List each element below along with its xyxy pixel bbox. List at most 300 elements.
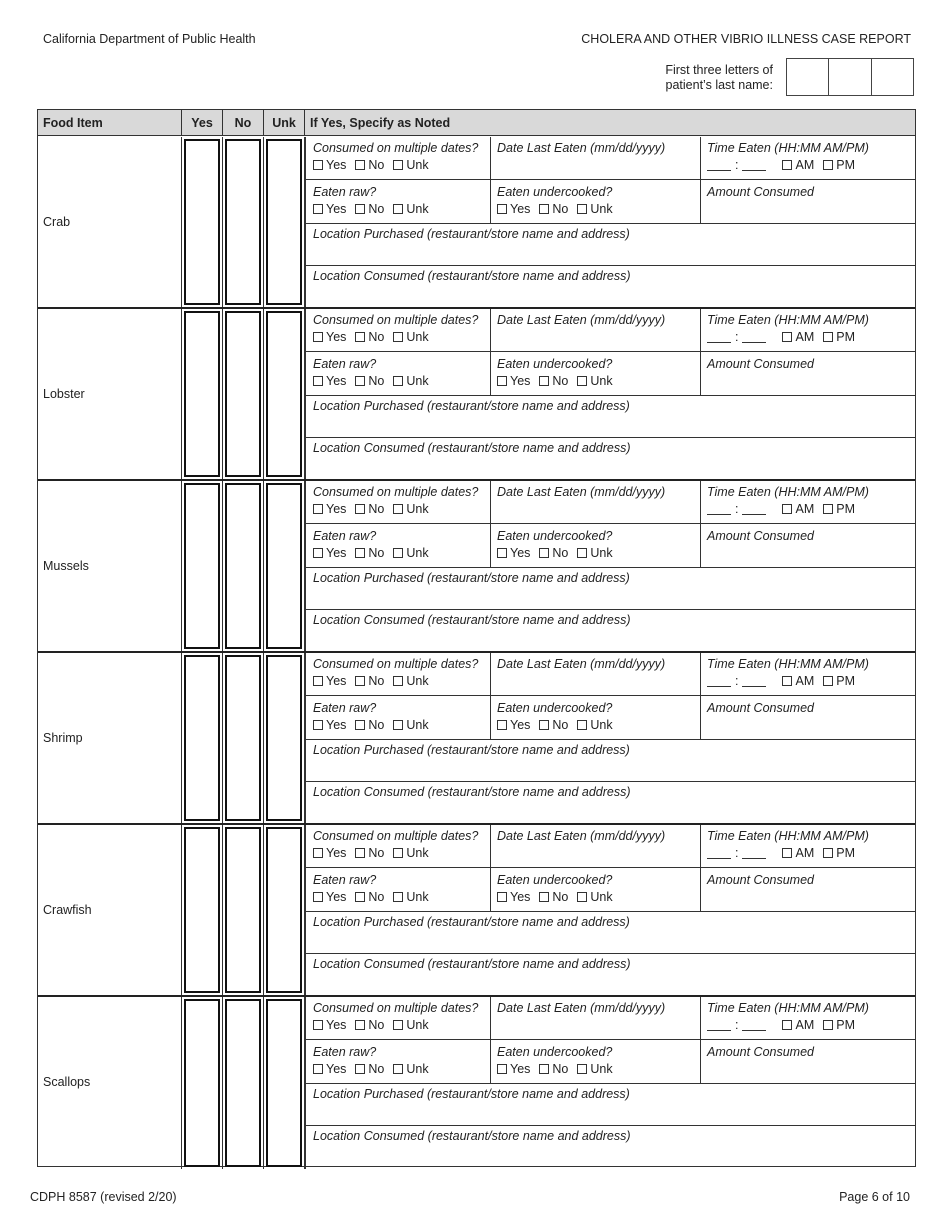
option-no[interactable]	[539, 374, 568, 388]
option-label: No	[552, 202, 569, 216]
checkbox-icon	[782, 332, 792, 342]
option-label: Yes	[326, 1018, 347, 1032]
specify-area	[305, 825, 915, 995]
option-yes[interactable]	[497, 890, 530, 904]
date-last-eaten-label: Date Last Eaten (mm/dd/yyyy)	[497, 141, 666, 155]
checkbox-icon	[823, 676, 833, 686]
food-unk-box[interactable]	[266, 311, 302, 477]
location-consumed-field[interactable]	[313, 1128, 631, 1145]
option-yes[interactable]	[497, 374, 530, 388]
hour-blank[interactable]	[707, 503, 731, 515]
food-unk-cell[interactable]	[264, 481, 305, 651]
option-label: Unk	[590, 890, 613, 904]
divider	[700, 997, 701, 1083]
food-no-cell[interactable]	[223, 137, 264, 307]
option-no[interactable]	[539, 890, 568, 904]
checkbox-icon	[823, 848, 833, 858]
food-row	[38, 997, 915, 1169]
date-last-eaten-field[interactable]	[497, 828, 665, 845]
option-no[interactable]	[355, 846, 384, 860]
food-yes-cell[interactable]	[182, 137, 223, 307]
option-unk[interactable]	[393, 546, 428, 560]
time-eaten-label: Time Eaten (HH:MM AM/PM)	[707, 485, 869, 499]
option-unk[interactable]	[393, 674, 428, 688]
divider	[490, 481, 491, 567]
hour-blank[interactable]	[707, 1019, 731, 1031]
amount-consumed-field[interactable]	[707, 872, 814, 889]
minute-blank[interactable]	[742, 159, 766, 171]
food-unk-box[interactable]	[266, 483, 302, 649]
food-unk-box[interactable]	[266, 139, 302, 305]
date-last-eaten-field[interactable]	[497, 140, 665, 157]
minute-blank[interactable]	[742, 1019, 766, 1031]
option-yes[interactable]	[497, 718, 530, 732]
divider	[490, 997, 491, 1083]
department-name: California Department of Public Health	[43, 32, 256, 46]
food-no-box[interactable]	[225, 655, 261, 821]
option-no[interactable]	[539, 202, 568, 216]
time-separator: :	[735, 674, 739, 688]
food-yes-cell[interactable]	[182, 309, 223, 479]
option-label: Unk	[406, 1062, 429, 1076]
option-pm[interactable]	[823, 674, 855, 688]
date-last-eaten-field[interactable]	[497, 1000, 665, 1017]
option-yes[interactable]	[313, 890, 346, 904]
option-pm[interactable]	[823, 1018, 855, 1032]
checkbox-icon	[782, 160, 792, 170]
option-no[interactable]	[355, 158, 384, 172]
checkbox-icon	[355, 1064, 365, 1074]
food-row	[38, 137, 915, 309]
option-yes[interactable]	[313, 158, 346, 172]
option-label: AM	[795, 330, 815, 344]
food-yes-box[interactable]	[184, 827, 220, 993]
food-unk-box[interactable]	[266, 999, 302, 1167]
divider	[700, 137, 701, 223]
location-consumed-field[interactable]	[313, 784, 631, 801]
option-unk[interactable]	[393, 158, 428, 172]
option-pm[interactable]	[823, 846, 855, 860]
consumed-multiple-field	[313, 140, 478, 174]
time-separator: :	[735, 330, 739, 344]
option-label: No	[368, 846, 385, 860]
eaten-raw-label: Eaten raw?	[313, 357, 377, 371]
option-label: No	[552, 1062, 569, 1076]
checkbox-icon	[355, 376, 365, 386]
option-unk[interactable]	[577, 374, 612, 388]
option-label: Yes	[326, 674, 347, 688]
amount-consumed-field[interactable]	[707, 528, 814, 545]
option-label: Unk	[590, 1062, 613, 1076]
option-yes[interactable]	[313, 374, 346, 388]
option-unk[interactable]	[577, 890, 612, 904]
divider	[306, 437, 916, 438]
minute-blank[interactable]	[742, 847, 766, 859]
option-pm[interactable]	[823, 158, 855, 172]
consumed-multiple-field	[313, 484, 478, 518]
option-am[interactable]	[782, 1018, 814, 1032]
checkbox-icon	[355, 204, 365, 214]
location-consumed-label: Location Consumed (restaurant/store name and address)	[313, 441, 631, 455]
date-last-eaten-field[interactable]	[497, 656, 665, 673]
option-label: Yes	[326, 202, 347, 216]
location-consumed-field[interactable]	[313, 612, 631, 629]
divider	[306, 223, 916, 224]
food-item-cell	[38, 481, 182, 651]
food-no-box[interactable]	[225, 483, 261, 649]
option-pm[interactable]	[823, 502, 855, 516]
food-yes-cell[interactable]	[182, 825, 223, 995]
option-yes[interactable]	[497, 546, 530, 560]
food-row	[38, 481, 915, 653]
eaten-raw-label: Eaten raw?	[313, 529, 377, 543]
food-yes-box[interactable]	[184, 483, 220, 649]
location-purchased-label: Location Purchased (restaurant/store name and address)	[313, 571, 630, 585]
checkbox-icon	[313, 720, 323, 730]
option-yes[interactable]	[313, 202, 346, 216]
food-no-cell[interactable]	[223, 309, 264, 479]
checkbox-icon	[577, 1064, 587, 1074]
location-purchased-field[interactable]	[313, 398, 630, 415]
option-no[interactable]	[355, 1062, 384, 1076]
food-yes-cell[interactable]	[182, 481, 223, 651]
option-yes[interactable]	[313, 1018, 346, 1032]
checkbox-icon	[823, 504, 833, 514]
minute-blank[interactable]	[742, 675, 766, 687]
divider	[306, 739, 916, 740]
option-no[interactable]	[539, 718, 568, 732]
consumed-multiple-label: Consumed on multiple dates?	[313, 1001, 479, 1015]
form-id: CDPH 8587 (revised 2/20)	[30, 1190, 177, 1204]
option-no[interactable]	[355, 374, 384, 388]
amount-consumed-field[interactable]	[707, 1044, 814, 1061]
option-label: Yes	[510, 374, 531, 388]
option-label: Yes	[326, 502, 347, 516]
specify-area	[305, 653, 915, 823]
option-unk[interactable]	[577, 546, 612, 560]
checkbox-icon	[577, 892, 587, 902]
amount-consumed-label: Amount Consumed	[707, 529, 815, 543]
food-item-name: Crab	[43, 215, 71, 229]
option-label: Unk	[590, 546, 613, 560]
divider	[700, 309, 701, 395]
option-no[interactable]	[355, 330, 384, 344]
checkbox-icon	[823, 332, 833, 342]
food-unk-cell[interactable]	[264, 653, 305, 823]
time-eaten-label: Time Eaten (HH:MM AM/PM)	[707, 657, 869, 671]
time-separator: :	[735, 846, 739, 860]
option-yes[interactable]	[313, 502, 346, 516]
hour-blank[interactable]	[707, 159, 731, 171]
food-no-cell[interactable]	[223, 997, 264, 1169]
location-purchased-label: Location Purchased (restaurant/store name and address)	[313, 399, 630, 413]
checkbox-icon	[393, 1064, 403, 1074]
divider	[490, 309, 491, 395]
consumed-multiple-field	[313, 312, 478, 346]
option-label: No	[368, 202, 385, 216]
time-eaten-field	[707, 1000, 869, 1034]
eaten-undercooked-label: Eaten undercooked?	[497, 185, 613, 199]
last-name-letter-3-field[interactable]	[872, 59, 913, 95]
minute-blank[interactable]	[742, 503, 766, 515]
food-yes-cell[interactable]	[182, 653, 223, 823]
specify-area	[305, 997, 915, 1169]
checkbox-icon	[313, 892, 323, 902]
time-eaten-field	[707, 828, 869, 862]
consumed-multiple-label: Consumed on multiple dates?	[313, 485, 479, 499]
location-consumed-label: Location Consumed (restaurant/store name and address)	[313, 957, 631, 971]
date-last-eaten-label: Date Last Eaten (mm/dd/yyyy)	[497, 313, 666, 327]
checkbox-icon	[313, 1020, 323, 1030]
location-purchased-label: Location Purchased (restaurant/store name and address)	[313, 1087, 630, 1101]
location-purchased-field[interactable]	[313, 1086, 630, 1103]
option-yes[interactable]	[313, 546, 346, 560]
checkbox-icon	[497, 548, 507, 558]
checkbox-icon	[539, 720, 549, 730]
last-name-label-line2: patient’s last name:	[665, 78, 773, 92]
option-label: AM	[795, 846, 815, 860]
option-label: No	[368, 158, 385, 172]
option-label: Yes	[510, 202, 531, 216]
food-no-box[interactable]	[225, 999, 261, 1167]
checkbox-icon	[313, 848, 323, 858]
location-purchased-field[interactable]	[313, 226, 630, 243]
option-unk[interactable]	[577, 718, 612, 732]
food-item-name: Shrimp	[43, 731, 83, 745]
checkbox-icon	[393, 720, 403, 730]
option-am[interactable]	[782, 502, 814, 516]
header-unk: Unk	[264, 110, 305, 135]
food-yes-box[interactable]	[184, 655, 220, 821]
option-label: No	[368, 546, 385, 560]
date-last-eaten-label: Date Last Eaten (mm/dd/yyyy)	[497, 1001, 666, 1015]
option-label: Yes	[326, 546, 347, 560]
location-purchased-field[interactable]	[313, 570, 630, 587]
food-yes-box[interactable]	[184, 999, 220, 1167]
last-name-letter-boxes	[786, 58, 914, 96]
option-unk[interactable]	[393, 718, 428, 732]
option-unk[interactable]	[393, 1062, 428, 1076]
checkbox-icon	[355, 892, 365, 902]
option-yes[interactable]	[497, 1062, 530, 1076]
food-row	[38, 309, 915, 481]
hour-blank[interactable]	[707, 847, 731, 859]
checkbox-icon	[393, 892, 403, 902]
option-unk[interactable]	[393, 890, 428, 904]
option-unk[interactable]	[393, 374, 428, 388]
location-consumed-label: Location Consumed (restaurant/store name and address)	[313, 613, 631, 627]
option-label: Yes	[510, 1062, 531, 1076]
option-label: Yes	[326, 158, 347, 172]
option-label: AM	[795, 502, 815, 516]
food-yes-box[interactable]	[184, 311, 220, 477]
divider	[306, 523, 916, 524]
location-consumed-field[interactable]	[313, 956, 631, 973]
option-unk[interactable]	[393, 502, 428, 516]
location-consumed-field[interactable]	[313, 268, 631, 285]
option-no[interactable]	[355, 718, 384, 732]
amount-consumed-field[interactable]	[707, 700, 814, 717]
option-label: Yes	[326, 374, 347, 388]
checkbox-icon	[355, 332, 365, 342]
option-pm[interactable]	[823, 330, 855, 344]
option-yes[interactable]	[313, 330, 346, 344]
option-no[interactable]	[539, 546, 568, 560]
date-last-eaten-field[interactable]	[497, 484, 665, 501]
location-consumed-label: Location Consumed (restaurant/store name and address)	[313, 785, 631, 799]
location-consumed-field[interactable]	[313, 440, 631, 457]
option-am[interactable]	[782, 846, 814, 860]
option-no[interactable]	[355, 1018, 384, 1032]
eaten-raw-field	[313, 700, 438, 734]
checkbox-icon	[313, 160, 323, 170]
consumed-multiple-field	[313, 1000, 478, 1034]
checkbox-icon	[497, 892, 507, 902]
option-no[interactable]	[355, 890, 384, 904]
divider	[306, 781, 916, 782]
checkbox-icon	[313, 1064, 323, 1074]
eaten-undercooked-label: Eaten undercooked?	[497, 873, 613, 887]
divider	[306, 695, 916, 696]
option-label: Unk	[406, 718, 429, 732]
food-no-box[interactable]	[225, 827, 261, 993]
food-unk-cell[interactable]	[264, 137, 305, 307]
checkbox-icon	[355, 720, 365, 730]
date-last-eaten-label: Date Last Eaten (mm/dd/yyyy)	[497, 829, 666, 843]
option-label: PM	[836, 674, 855, 688]
option-unk[interactable]	[577, 202, 612, 216]
food-no-cell[interactable]	[223, 481, 264, 651]
option-am[interactable]	[782, 330, 814, 344]
location-consumed-label: Location Consumed (restaurant/store name and address)	[313, 269, 631, 283]
divider	[306, 351, 916, 352]
food-unk-box[interactable]	[266, 827, 302, 993]
eaten-undercooked-field	[497, 872, 622, 906]
food-unk-cell[interactable]	[264, 825, 305, 995]
option-label: No	[368, 330, 385, 344]
minute-blank[interactable]	[742, 331, 766, 343]
food-no-box[interactable]	[225, 311, 261, 477]
food-no-cell[interactable]	[223, 653, 264, 823]
checkbox-icon	[782, 676, 792, 686]
time-eaten-field	[707, 312, 869, 346]
option-label: Unk	[406, 546, 429, 560]
time-separator: :	[735, 1018, 739, 1032]
checkbox-icon	[355, 548, 365, 558]
option-unk[interactable]	[393, 846, 428, 860]
option-label: No	[552, 890, 569, 904]
date-last-eaten-label: Date Last Eaten (mm/dd/yyyy)	[497, 485, 666, 499]
option-unk[interactable]	[577, 1062, 612, 1076]
option-label: No	[368, 890, 385, 904]
eaten-raw-field	[313, 1044, 438, 1078]
checkbox-icon	[393, 160, 403, 170]
time-eaten-field	[707, 484, 869, 518]
food-row	[38, 825, 915, 997]
hour-blank[interactable]	[707, 675, 731, 687]
option-yes[interactable]	[313, 674, 346, 688]
option-no[interactable]	[539, 1062, 568, 1076]
divider	[306, 867, 916, 868]
food-row	[38, 653, 915, 825]
food-unk-cell[interactable]	[264, 997, 305, 1169]
consumed-multiple-label: Consumed on multiple dates?	[313, 313, 479, 327]
checkbox-icon	[313, 204, 323, 214]
option-label: Unk	[406, 890, 429, 904]
time-eaten-field	[707, 656, 869, 690]
option-yes[interactable]	[313, 718, 346, 732]
option-am[interactable]	[782, 158, 814, 172]
location-purchased-field[interactable]	[313, 914, 630, 931]
food-unk-cell[interactable]	[264, 309, 305, 479]
eaten-undercooked-field	[497, 184, 622, 218]
food-yes-box[interactable]	[184, 139, 220, 305]
last-name-letter-2-field[interactable]	[829, 59, 871, 95]
location-purchased-label: Location Purchased (restaurant/store name and address)	[313, 743, 630, 757]
checkbox-icon	[393, 848, 403, 858]
food-no-box[interactable]	[225, 139, 261, 305]
food-item-name: Crawfish	[43, 903, 92, 917]
option-label: Yes	[510, 890, 531, 904]
location-purchased-field[interactable]	[313, 742, 630, 759]
checkbox-icon	[539, 376, 549, 386]
report-title: CHOLERA AND OTHER VIBRIO ILLNESS CASE REPORT	[581, 32, 911, 46]
option-unk[interactable]	[393, 330, 428, 344]
checkbox-icon	[782, 848, 792, 858]
option-yes[interactable]	[313, 846, 346, 860]
option-label: AM	[795, 674, 815, 688]
amount-consumed-label: Amount Consumed	[707, 1045, 815, 1059]
checkbox-icon	[393, 548, 403, 558]
consumed-multiple-label: Consumed on multiple dates?	[313, 829, 479, 843]
divider	[306, 953, 916, 954]
option-no[interactable]	[355, 202, 384, 216]
option-am[interactable]	[782, 674, 814, 688]
food-item-name: Mussels	[43, 559, 89, 573]
food-item-cell	[38, 653, 182, 823]
food-no-cell[interactable]	[223, 825, 264, 995]
divider	[700, 481, 701, 567]
checkbox-icon	[355, 504, 365, 514]
divider	[306, 265, 916, 266]
divider	[306, 395, 916, 396]
header-food-item: Food Item	[38, 110, 182, 135]
option-yes[interactable]	[313, 1062, 346, 1076]
consumed-multiple-label: Consumed on multiple dates?	[313, 657, 479, 671]
food-unk-box[interactable]	[266, 655, 302, 821]
option-label: Unk	[590, 718, 613, 732]
food-item-cell	[38, 825, 182, 995]
hour-blank[interactable]	[707, 331, 731, 343]
divider	[490, 137, 491, 223]
amount-consumed-field[interactable]	[707, 184, 814, 201]
option-unk[interactable]	[393, 202, 428, 216]
option-no[interactable]	[355, 674, 384, 688]
time-eaten-label: Time Eaten (HH:MM AM/PM)	[707, 313, 869, 327]
time-eaten-field	[707, 140, 869, 174]
date-last-eaten-field[interactable]	[497, 312, 665, 329]
location-consumed-label: Location Consumed (restaurant/store name and address)	[313, 1129, 631, 1143]
location-purchased-label: Location Purchased (restaurant/store name and address)	[313, 227, 630, 241]
last-name-letter-1-field[interactable]	[787, 59, 829, 95]
food-item-cell	[38, 137, 182, 307]
option-unk[interactable]	[393, 1018, 428, 1032]
option-no[interactable]	[355, 546, 384, 560]
option-yes[interactable]	[497, 202, 530, 216]
amount-consumed-field[interactable]	[707, 356, 814, 373]
option-no[interactable]	[355, 502, 384, 516]
food-yes-cell[interactable]	[182, 997, 223, 1169]
